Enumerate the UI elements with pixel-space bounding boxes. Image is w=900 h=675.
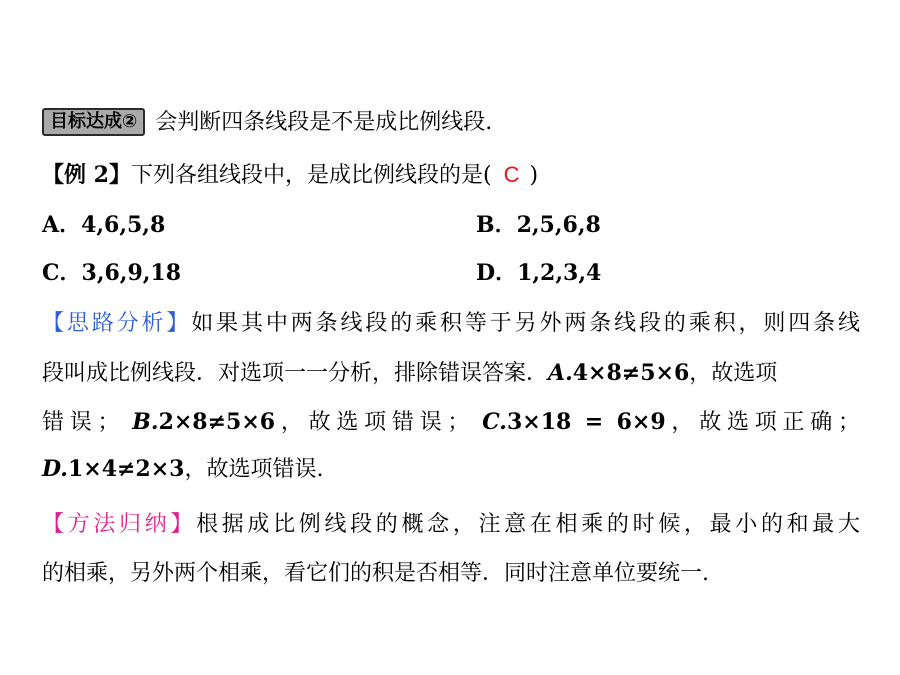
method-tag: 【方法归纳】 <box>42 512 197 537</box>
options-row-1 <box>42 212 601 239</box>
analysis-text-2a: 段叫成比例线段．对选项一一分析，排除错误答案． <box>42 361 549 386</box>
options-row-2 <box>42 260 602 287</box>
goal-text: 会判断四条线段是不是成比例线段. <box>155 110 493 135</box>
analysis-text-3e: ，故选项正确； <box>665 410 860 435</box>
method-line-1 <box>42 512 860 538</box>
analysis-eq-a: 4×8≠5×6 <box>572 360 690 386</box>
analysis-option-c: C. <box>482 409 507 435</box>
analysis-text-3a: 错误； <box>42 410 120 435</box>
option-b: B．2,5,6,8 <box>476 212 601 238</box>
analysis-option-d: D. <box>42 456 68 482</box>
analysis-text-3c: ，故选项错误； <box>275 410 470 435</box>
goal-line <box>42 108 492 136</box>
analysis-eq-b: 2×8≠5×6 <box>158 409 276 435</box>
example-answer: C <box>503 162 520 187</box>
method-text-2: 的相乘，另外两个相乘，看它们的积是否相等．同时注意单位要统一. <box>42 561 709 586</box>
example-line <box>42 162 538 189</box>
analysis-line-1 <box>42 311 860 337</box>
goal-badge: 目标达成② <box>42 108 145 136</box>
analysis-text-4b: ，故选项错误. <box>184 457 324 482</box>
analysis-text-1: 如果其中两条线段的乘积等于另外两条线段的乘积，则四条线 <box>191 311 860 336</box>
analysis-line-4 <box>42 456 323 483</box>
analysis-line-3 <box>42 409 860 436</box>
option-c: C．3,6,9,18 <box>42 260 182 286</box>
method-text-1: 根据成比例线段的概念，注意在相乘的时候，最小的和最大 <box>196 512 860 537</box>
analysis-line-2 <box>42 360 777 387</box>
analysis-tag: 【思路分析】 <box>42 311 192 336</box>
analysis-eq-d: 1×4≠2×3 <box>67 456 185 482</box>
example-label: 【例 2】 <box>42 162 131 188</box>
example-question: 下列各组线段中，是成比例线段的是( <box>130 163 492 188</box>
analysis-option-b: B. <box>132 409 159 435</box>
method-line-2 <box>42 561 709 587</box>
option-d: D．1,2,3,4 <box>476 260 602 286</box>
option-a: A．4,6,5,8 <box>42 212 166 238</box>
analysis-eq-c: 3×18 = 6×9 <box>506 409 666 435</box>
analysis-text-2c: ，故选项 <box>689 361 778 386</box>
analysis-option-a: A. <box>548 360 573 386</box>
example-close: ) <box>529 163 539 188</box>
